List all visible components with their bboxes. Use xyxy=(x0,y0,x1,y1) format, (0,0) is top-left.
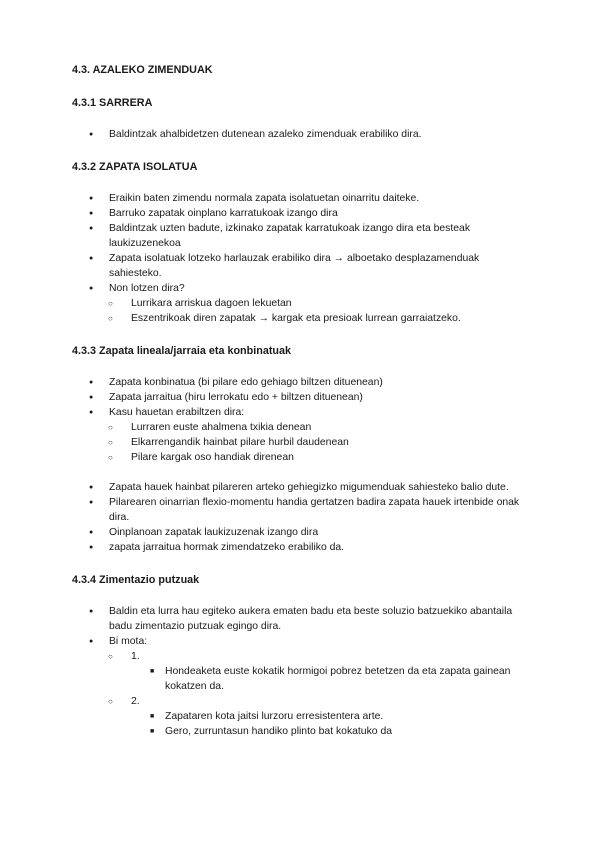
sub-list-item: ○ 1. ■ Hondeaketa euste kokatik hormigoi pobrez betetzen da eta zapata gainean kokatzen da. xyxy=(72,649,528,694)
list-item xyxy=(72,634,528,739)
list-item: ● Zapata jarraitua (hiru lerrokatu edo + biltzen dituenean) xyxy=(72,390,528,405)
section-zimentazio-putzuak xyxy=(72,573,528,739)
list-item: ● Zapata isolatuak lotzeko harlauzak erabiliko dira → alboetako desplazamenduak sahiesteko. xyxy=(72,251,528,281)
list-item: ● Barruko zapatak oinplano karratukoak izango dira xyxy=(72,206,528,221)
sub-list-item: ○ Lurraren euste ahalmena txikia denean xyxy=(72,420,528,435)
section-heading: 4.3.3 Zapata lineala/jarraia eta konbinatuak xyxy=(72,345,292,357)
list-item: ● zapata jarraitua hormak zimendatzeko erabiliko da. xyxy=(72,540,528,555)
list-item: ● Eraikin baten zimendu normala zapata isolatuetan oinarritu daiteke. xyxy=(72,191,528,206)
list-item: ● Baldintzak uzten badute, izkinako zapatak karratukoak izango dira eta besteak laukizuzenekoa xyxy=(72,221,528,251)
list-item: ● Oinplanoan zapatak laukizuzenak izango dira xyxy=(72,525,528,540)
section-heading: 4.3.2 ZAPATA ISOLATUA xyxy=(72,161,198,173)
list-item: ● Pilarearen oinarrian flexio-momentu handia gertatzen badira zapata hauek irtenbide onak dira. xyxy=(72,495,528,525)
section-sarrera xyxy=(72,96,528,142)
section-zapata-isolatua xyxy=(72,160,528,326)
sub-list-item: ○ Elkarrengandik hainbat pilare hurbil daudenean xyxy=(72,435,528,450)
list-item-text: Kasu hauetan erabiltzen dira: xyxy=(109,407,245,418)
list-item: ● Baldintzak ahalbidetzen dutenean azaleko zimenduak erabiliko dira. xyxy=(72,127,528,142)
list-item-text: Bi mota: xyxy=(109,636,148,647)
sub-list-item: ○ Pilare kargak oso handiak direnean xyxy=(72,450,528,465)
sub-list-item: ○ Eszentrikoak diren zapatak → kargak eta presioak lurrean garraiatzeko. xyxy=(72,311,528,326)
list-item: ● Baldin eta lurra hau egiteko aukera ematen badu eta beste soluzio batzuekiko abantaila badu zimentazio putzuak egingo dira. xyxy=(72,604,528,634)
section-heading: 4.3.4 Zimentazio putzuak xyxy=(72,574,200,586)
list-item: ● Zapata hauek hainbat pilareren arteko gehiegizko migumenduak sahiesteko balio dute. xyxy=(72,480,528,495)
list-item: ● Zapata konbinatua (bi pilare edo gehiago biltzen dituenean) xyxy=(72,375,528,390)
document-title: 4.3. AZALEKO ZIMENDUAK xyxy=(72,64,213,76)
sub-sub-list-item: ■ Zapataren kota jaitsi lurzoru erresistentera arte. xyxy=(72,709,528,724)
section-heading: 4.3.1 SARRERA xyxy=(72,97,153,109)
sub-list-item: ○ Lurrikara arriskua dagoen lekuetan xyxy=(72,296,528,311)
sub-sub-list-item: ■ Hondeaketa euste kokatik hormigoi pobrez betetzen da eta zapata gainean kokatzen da. xyxy=(72,664,528,694)
section-zapata-lineala xyxy=(72,344,528,555)
sub-sub-list-item: ■ Gero, zurruntasun handiko plinto bat kokatuko da xyxy=(72,724,528,739)
list-item xyxy=(72,281,528,326)
list-item-text: Non lotzen dira? xyxy=(109,283,185,294)
sub-list-item: ○ 2. ■ Zapataren kota jaitsi lurzoru erresistentera arte. ■ Gero, zurruntasun handiko plinto bat kokatuko da xyxy=(72,694,528,739)
list-item xyxy=(72,405,528,465)
